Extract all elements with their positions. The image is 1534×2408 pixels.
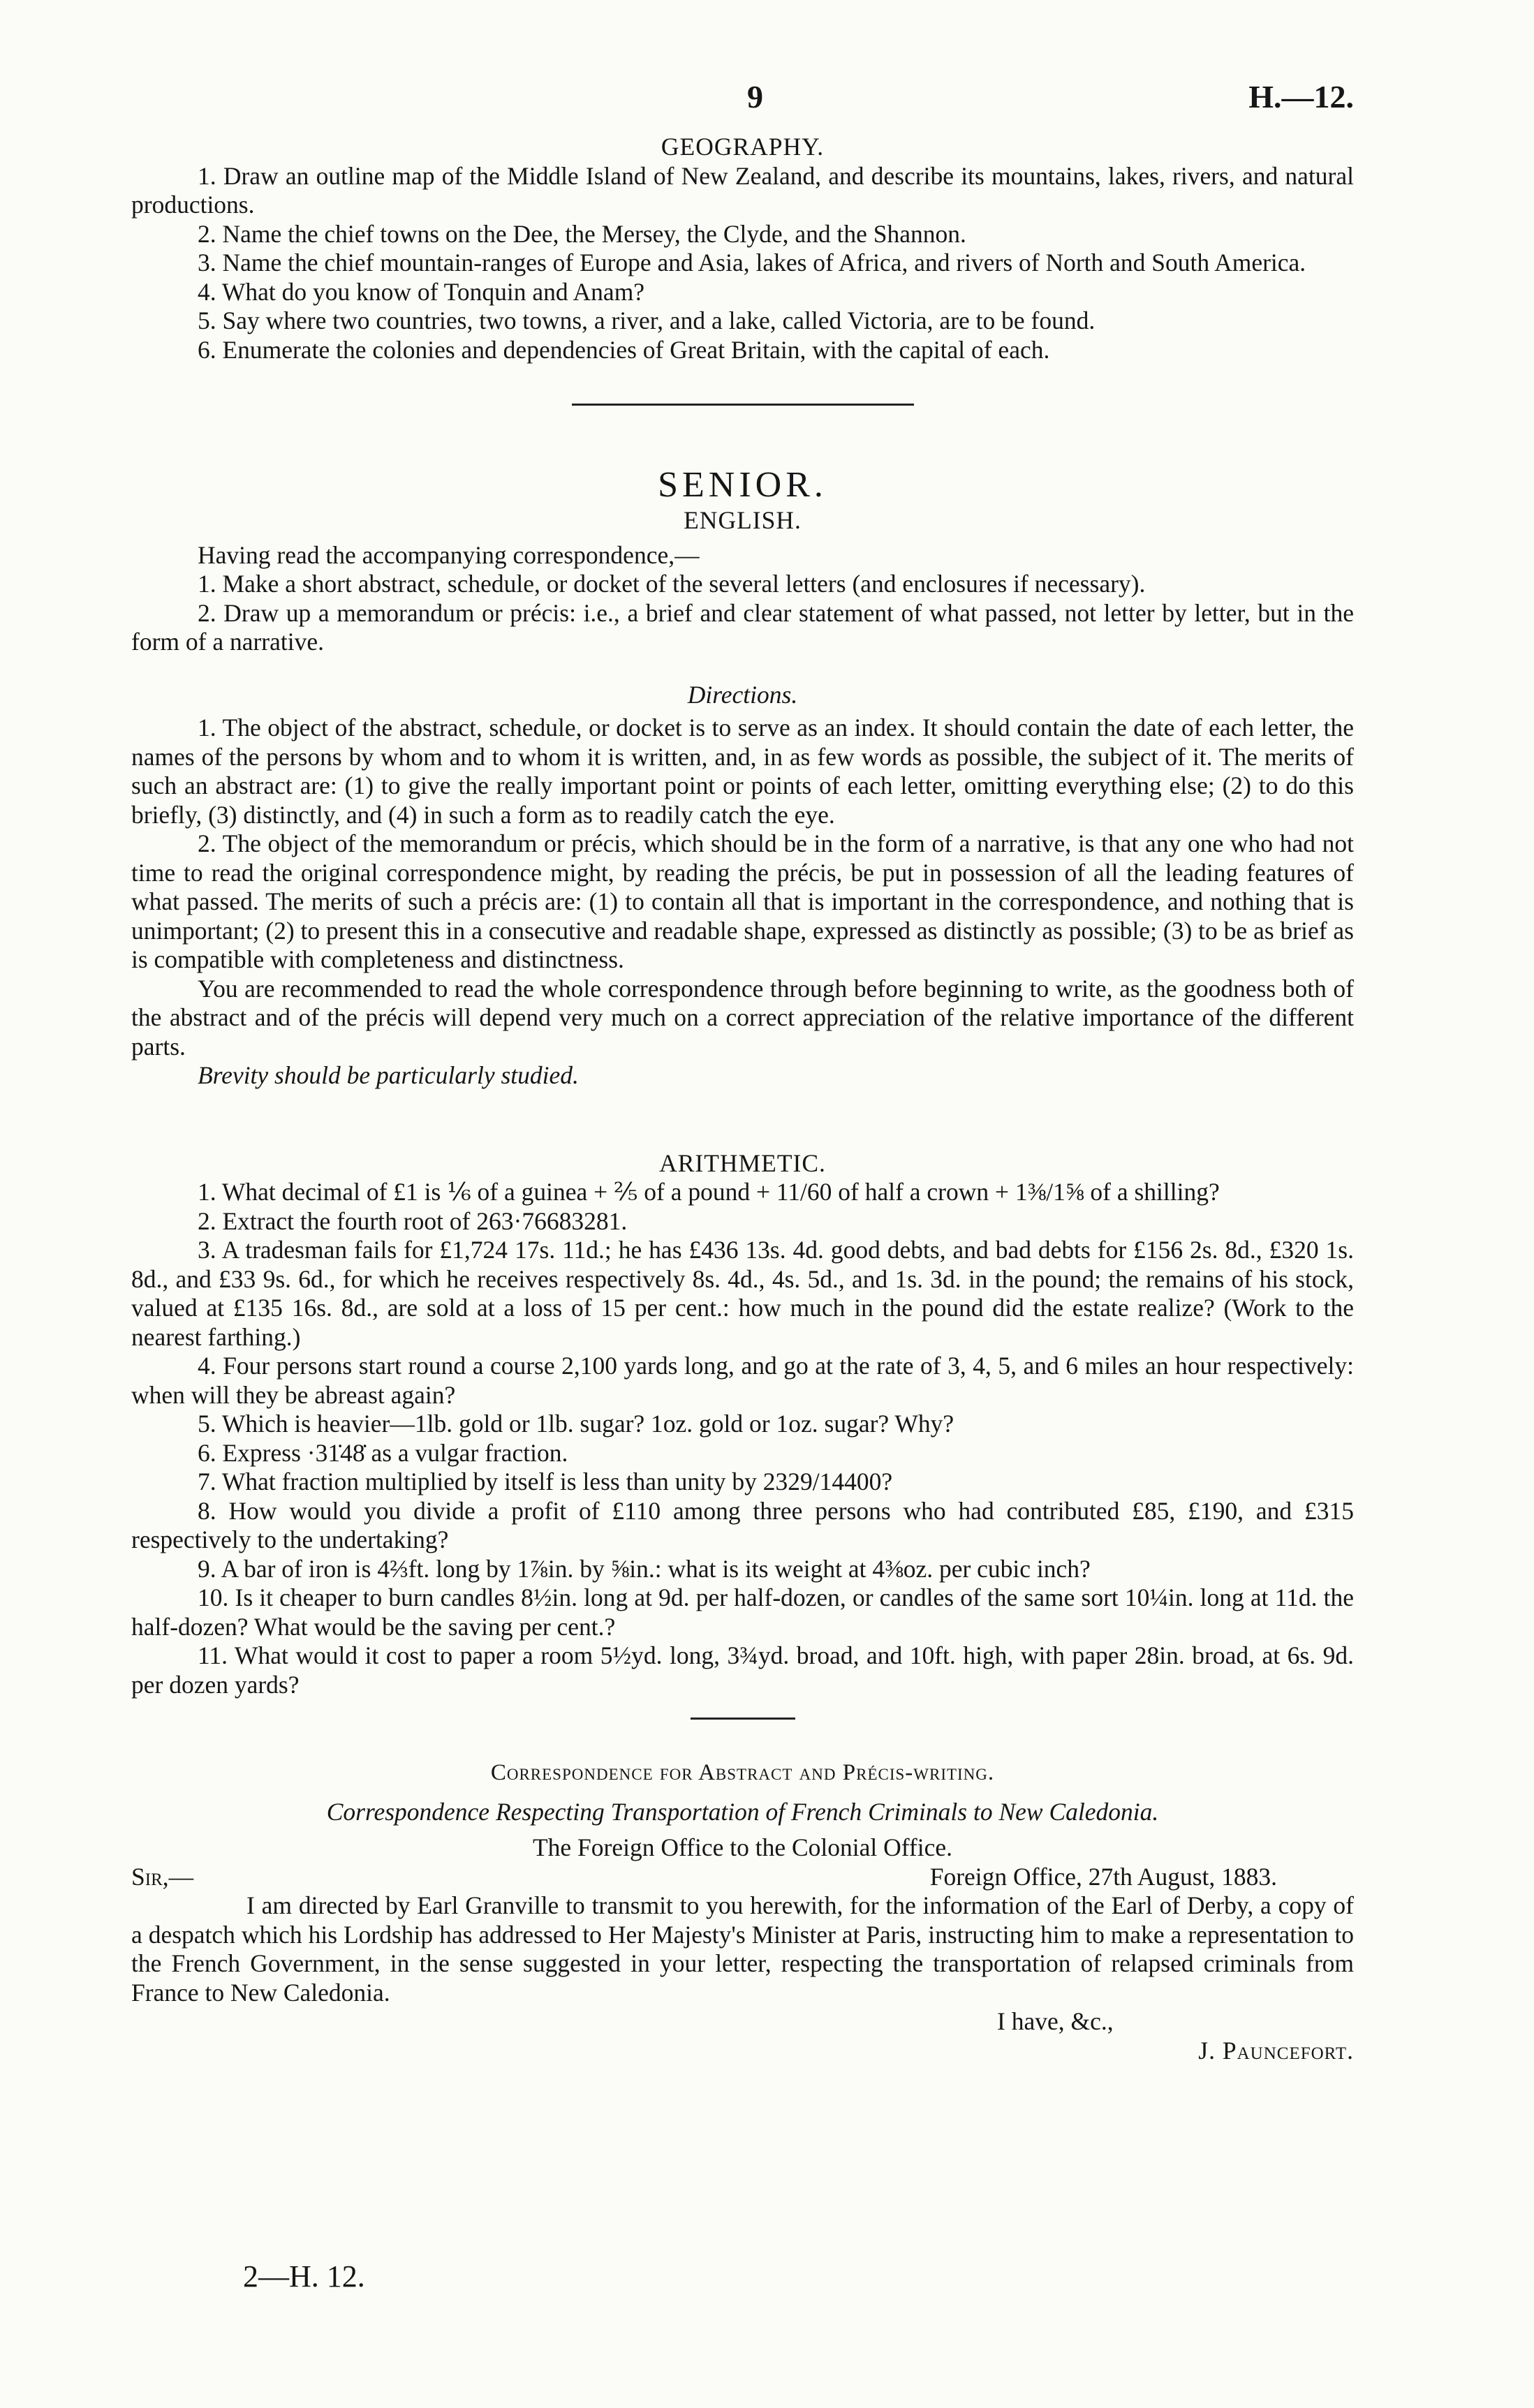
english-question: 1. Make a short abstract, schedule, or docket of the several letters (and enclosures if necessary). — [198, 570, 1146, 598]
arithmetic-question: 1. What decimal of £1 is ⅙ of a guinea + ⅖ of a pound + 11/60 of half a crown + 1⅜/1⅝ of a shilling? — [198, 1178, 1220, 1206]
direction-paragraph: 1. The object of the abstract, schedule, or docket is to serve as an index. It should contain the date of each letter, the names of the persons by whom and to whom it is written, and, in as few words as possible, the subject of it. The merits of such an abstract are: (1) to give the really important point or points of each letter, omitting everything else; (2) to do this briefly, (3) distinctly, and (4) in such a form as to readily catch the eye. — [131, 714, 1354, 829]
arithmetic-question: 11. What would it cost to paper a room 5½yd. long, 3¾yd. broad, and 10ft. high, with paper 28in. broad, at 6s. 9d. per dozen yards? — [131, 1641, 1354, 1699]
place-date: Foreign Office, 27th August, 1883. — [929, 1862, 1277, 1891]
arithmetic-question: 5. Which is heavier—1lb. gold or 1lb. sugar? 1oz. gold or 1oz. sugar? Why? — [198, 1410, 954, 1438]
letter-title: The Foreign Office to the Colonial Office. — [532, 1833, 953, 1861]
correspondence-heading: Correspondence for Abstract and Précis-writing. — [490, 1760, 995, 1785]
correspondence-subheading: Correspondence Respecting Transportation of French Criminals to New Caledonia. — [326, 1797, 1159, 1826]
arithmetic-question: 10. Is it cheaper to burn candles 8½in. long at 9d. per half-dozen, or candles of the same sort 10¼in. long at 11d. the half-dozen? What would be the saving per cent.? — [131, 1583, 1354, 1641]
page-number: 9 — [747, 79, 763, 115]
arithmetic-question: 8. How would you divide a profit of £110 among three persons who had contributed £85, £190, and £315 respectively to the undertaking? — [131, 1496, 1354, 1553]
document-reference: H.—12. — [1248, 79, 1354, 115]
arithmetic-question: 7. What fraction multiplied by itself is less than unity by 2329/14400? — [198, 1468, 893, 1495]
signature-name: J. Pauncefort. — [1198, 2036, 1354, 2064]
geography-question: 5. Say where two countries, two towns, a river, and a lake, called Victoria, are to be found. — [198, 306, 1096, 334]
english-intro: Having read the accompanying correspondence,— — [198, 540, 700, 569]
salutation: Sir,— — [131, 1862, 194, 1891]
direction-paragraph: You are recommended to read the whole correspondence through before beginning to write, as the goodness both of the abstract and of the précis will depend very much on a correct appreciation of the relative importance of the different parts. — [131, 974, 1354, 1061]
english-heading: ENGLISH. — [684, 506, 802, 534]
directions-heading: Directions. — [687, 680, 798, 709]
geography-question: 6. Enumerate the colonies and dependencies of Great Britain, with the capital of each. — [198, 335, 1050, 364]
geography-question: 1. Draw an outline map of the Middle Island of New Zealand, and describe its mountains, lakes, rivers, and natural productions. — [131, 161, 1354, 219]
page-header — [131, 79, 1354, 119]
signoff: I have, &c., — [997, 2007, 1114, 2035]
arithmetic-question: 2. Extract the fourth root of 263·76683281. — [198, 1206, 628, 1235]
direction-paragraph: 2. The object of the memorandum or précis, which should be in the form of a narrative, is that any one who had not time to read the original correspondence might, by reading the précis, be put in possession of all the leading features of what passed. The merits of such a précis are: (1) to contain all that is important in the correspondence, and nothing that is unimportant; (2) to present this in a consecutive and readable shape, expressed as distinctly as possible; (3) to be as brief as is compatible with completeness and distinctness. — [131, 829, 1354, 973]
arithmetic-question: 3. A tradesman fails for £1,724 17s. 11d.; he has £436 13s. 4d. good debts, and bad debts for £156 2s. 8d., £320 1s. 8d., and £33 9s. 6d., for which he receives respectively 8s. 4d., 4s. 5d., and 1s. 3d. in the pound; the remains of his stock, valued at £135 16s. 8d., are sold at a loss of 15 per cent.: how much in the pound did the estate realize? (Work to the nearest farthing.) — [131, 1236, 1354, 1351]
signature — [131, 2037, 1354, 2066]
letter-body: I am directed by Earl Granville to transmit to you herewith, for the information of the Earl of Derby, a copy of a despatch which his Lordship has addressed to Her Majesty's Minister at Paris, instructing him to make a representation to the French Government, in the sense suggested in your letter, respecting the transportation of relapsed criminals from France to New Caledonia. — [131, 1891, 1354, 2007]
letter-header-row — [131, 1863, 1354, 1892]
senior-section — [131, 464, 1354, 1699]
senior-heading: SENIOR. — [658, 465, 827, 505]
arithmetic-question: 6. Express ·31̇48̇ as a vulgar fraction. — [198, 1438, 568, 1467]
arithmetic-question: 9. A bar of iron is 4⅔ft. long by 1⅞in. by ⅝in.: what is its weight at 4⅜oz. per cubic inch? — [198, 1554, 1091, 1583]
geography-heading: GEOGRAPHY. — [661, 133, 825, 161]
arithmetic-heading: ARITHMETIC. — [659, 1148, 826, 1177]
arithmetic-question: 4. Four persons start round a course 2,100 yards long, and go at the rate of 3, 4, 5, and 6 miles an hour respectively: when will they be abreast again? — [131, 1352, 1354, 1409]
footer-reference: 2—H. 12. — [243, 2259, 365, 2293]
geography-question: 3. Name the chief mountain-ranges of Europe and Asia, lakes of Africa, and rivers of North and South America. — [198, 249, 1306, 276]
geography-question: 4. What do you know of Tonquin and Anam? — [198, 277, 645, 306]
geography-question: 2. Name the chief towns on the Dee, the Mersey, the Clyde, and the Shannon. — [198, 219, 966, 248]
english-question: 2. Draw up a memorandum or précis: i.e., a brief and clear statement of what passed, not letter by letter, but in the form of a narrative. — [131, 598, 1354, 656]
directions-closing: Brevity should be particularly studied. — [198, 1061, 579, 1089]
correspondence-section — [131, 1759, 1354, 2065]
geography-section — [131, 133, 1354, 364]
